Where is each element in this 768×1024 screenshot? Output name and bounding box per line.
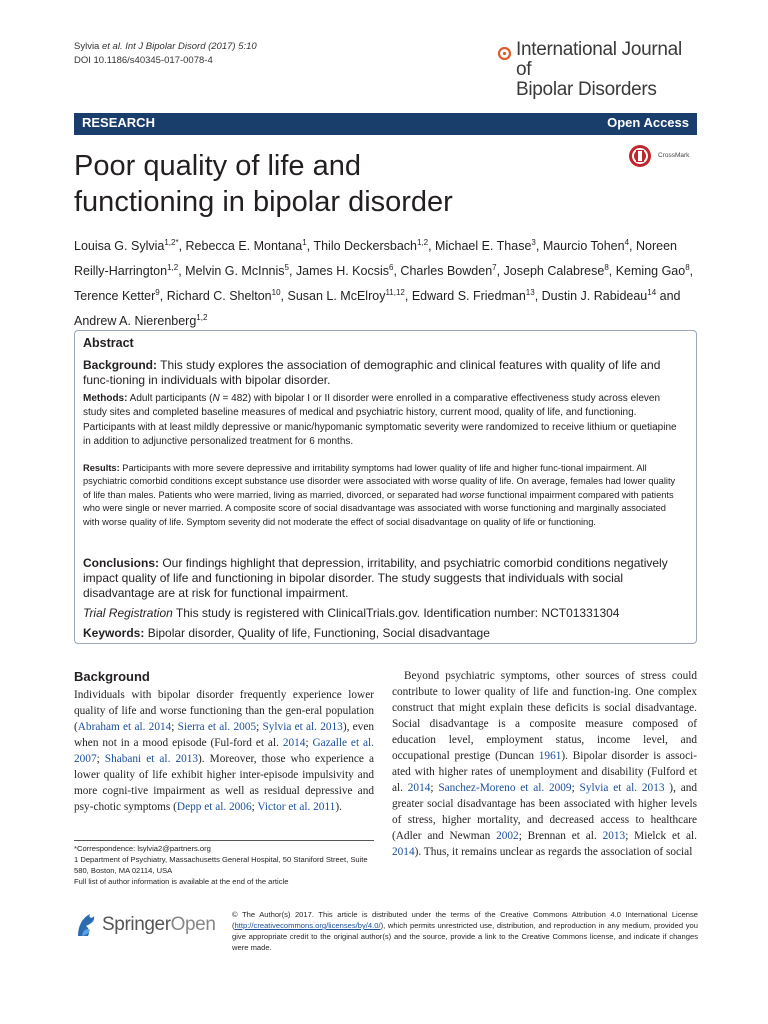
author-name[interactable]: Maurcio Tohen bbox=[542, 239, 625, 254]
author-affiliation-sup: 6 bbox=[389, 263, 394, 273]
author-affiliation-sup: 4 bbox=[624, 238, 630, 247]
author-separator: , bbox=[404, 289, 412, 304]
body-text-run: ; Mielck et al. bbox=[625, 830, 697, 842]
abstract-trial-registration bbox=[83, 606, 683, 621]
author-name[interactable]: James H. Kocsis bbox=[295, 264, 390, 279]
journal-name bbox=[516, 40, 698, 100]
author-name[interactable]: Thilo Deckersbach bbox=[313, 239, 417, 254]
author-name[interactable]: Edward S. Friedman bbox=[411, 289, 526, 304]
license-text bbox=[232, 909, 698, 953]
keywords-label: Keywords: bbox=[83, 626, 145, 640]
body-right-column bbox=[392, 668, 697, 860]
author-name[interactable]: Terence Ketter bbox=[74, 289, 156, 304]
abstract-methods bbox=[83, 392, 683, 449]
author-name[interactable]: Andrew A. Nierenberg bbox=[74, 314, 197, 329]
results-pre: Participants with more severe depressive and irritability symptoms had lower quality of life and higher func-tional impairment. All psychiatric comorbid conditions except substance use disorder were associated with worse quality of life. On average, females had lower quality of life than males. Patients who were married, living as married, divorced, or separated had bbox=[83, 463, 676, 500]
author-affiliation-sup: 11,12 bbox=[385, 288, 405, 298]
background-paragraph bbox=[74, 687, 374, 815]
doi: DOI 10.1186/s40345-017-0078-4 bbox=[74, 55, 213, 66]
citation-link[interactable]: Sylvia et al. 2013 bbox=[579, 782, 665, 794]
citation-link[interactable]: 2014 bbox=[282, 737, 306, 749]
full-author-info: Full list of author information is available at the end of the article bbox=[74, 877, 289, 886]
body-text-run: ; bbox=[96, 753, 105, 765]
correspondence: *Correspondence: lsylvia2@partners.org bbox=[74, 844, 211, 853]
conclusions-text: Our findings highlight that depression, irritability, and psychiatric comorbid conditions negatively impact quality of life and functioning in bipolar disorder. The study suggests that individuals with social disadvantage are at risk for functional impairment. bbox=[83, 556, 668, 600]
author-separator: , bbox=[393, 264, 401, 279]
crossmark-badge[interactable] bbox=[628, 144, 708, 168]
body-left-column bbox=[74, 668, 374, 815]
section-bar bbox=[74, 113, 697, 135]
citation-link[interactable]: Shabani et al. 2013 bbox=[104, 753, 199, 765]
abstract-heading: Abstract bbox=[83, 336, 134, 350]
author-name[interactable]: Melvin G. McInnis bbox=[185, 264, 285, 279]
author-name[interactable]: Rebecca E. Montana bbox=[185, 239, 303, 254]
body-text-run: Beyond psychiatric symptoms, other sources of stress could contribute to lower quality of life and function-ing. One complex construct that might explain these deficits is social disadvantage. Social disadvantage is a composite measure composed of education level, employment status, income level, and occupational prestige (Duncan bbox=[392, 670, 697, 762]
abstract-keywords bbox=[83, 626, 683, 641]
author-separator: , bbox=[280, 289, 288, 304]
results-label: Results: bbox=[83, 463, 120, 473]
citation-link[interactable]: Sierra et al. 2005 bbox=[177, 721, 257, 733]
section-label: RESEARCH bbox=[82, 115, 155, 130]
author-affiliation-sup: 1,2 bbox=[416, 238, 429, 247]
crossmark-icon bbox=[628, 144, 652, 168]
body-text-run: ; bbox=[171, 721, 178, 733]
abstract-results bbox=[83, 462, 683, 529]
author-affiliation-sup: 14 bbox=[647, 288, 657, 298]
author-affiliation-sup: 1,2 bbox=[196, 313, 208, 323]
author-affiliation-sup: 8 bbox=[604, 263, 609, 273]
body-text-run: ). Thus, it remains unclear as regards the association of social bbox=[414, 846, 693, 858]
keywords-text: Bipolar disorder, Quality of life, Functioning, Social disadvantage bbox=[144, 626, 490, 640]
results-post: functional impairment compared with patients who were single or never married. A composite score of social disadvantage was associated with worse functioning and marginally associated with worse quality of life. Symptom severity did not moderate the effect of social disadvantage on quality of life or functioning. bbox=[83, 489, 674, 527]
author-affiliation-sup: 1,2* bbox=[164, 238, 179, 247]
article-title bbox=[74, 148, 614, 220]
body-text-run: ; bbox=[251, 801, 258, 813]
author-affiliation-sup: 10 bbox=[271, 288, 281, 298]
body-text-run: ). bbox=[335, 801, 342, 813]
author-name[interactable]: Charles Bowden bbox=[400, 264, 493, 279]
body-text-run: ). Moreover, those who experience a lower quality of life exhibit higher inter-episode impulsivity and more cogni-tive impairment as well as residual depressive and psy-chotic symptoms ( bbox=[74, 753, 375, 813]
trial-label: Trial Registration bbox=[83, 606, 173, 620]
open-access-label: Open Access bbox=[607, 115, 689, 130]
author-name[interactable]: Louisa G. Sylvia bbox=[74, 239, 165, 254]
body-text-run: ). Bipolar disorder is associ-ated with higher rates of unemployment and disability (Fulford et al. bbox=[392, 750, 697, 794]
methods-text: = 482) with bipolar I or II disorder were enrolled in a comparative effectiveness study across eleven study sites and completed baseline measures of medical and psychiatric history, current mood, quality of life, and functioning. Participants with at least mildly depressive or manic/hypomanic symptomatic severity were randomized to receive lithium or quetiapine in addition to adjunctive personalized treatment for 6 months. bbox=[83, 393, 677, 447]
journal-logo-icon bbox=[498, 47, 511, 60]
author-affiliation-sup: 3 bbox=[531, 238, 536, 247]
footnotes bbox=[74, 843, 374, 887]
citation-link[interactable]: Sanchez-Moreno et al. 2009 bbox=[438, 782, 572, 794]
author-name[interactable]: Dustin J. Rabideau bbox=[541, 289, 648, 304]
license-link[interactable]: http://creativecommons.org/licenses/by/4.0/ bbox=[234, 921, 381, 930]
springer-horse-icon bbox=[74, 910, 98, 940]
author-affiliation-sup: 1,2 bbox=[167, 263, 179, 273]
citation-link[interactable]: 1961 bbox=[538, 750, 562, 762]
author-separator: , bbox=[288, 264, 296, 279]
author-separator: , bbox=[178, 239, 186, 254]
author-list bbox=[74, 232, 704, 333]
author-affiliation-sup: 7 bbox=[492, 263, 497, 273]
journal-name-line1: International Journal of bbox=[516, 39, 682, 80]
body-text-run: ; bbox=[430, 782, 439, 794]
author-affiliation-sup: 13 bbox=[525, 288, 535, 298]
methods-n: N bbox=[212, 393, 220, 404]
body-text-run: ; bbox=[571, 782, 580, 794]
body-text-run: ; bbox=[305, 737, 313, 749]
citation-link[interactable]: 2013 bbox=[602, 830, 626, 842]
citation-rest: et al. Int J Bipolar Disord (2017) 5:10 bbox=[99, 41, 257, 52]
author-name[interactable]: Michael E. Thase bbox=[435, 239, 532, 254]
affiliation: 1 Department of Psychiatry, Massachusetts General Hospital, 50 Staniford Street, Suite 580, Boston, MA 02114, USA bbox=[74, 855, 368, 875]
abstract-background bbox=[83, 358, 683, 388]
journal-name-line2: Bipolar Disorders bbox=[516, 79, 657, 100]
conclusions-label: Conclusions: bbox=[83, 556, 160, 570]
background-text: This study explores the association of demographic and clinical features with quality of life and func-tioning in individuals with bipolar disorder. bbox=[83, 358, 661, 387]
author-separator: , bbox=[306, 239, 314, 254]
author-separator: , bbox=[428, 239, 436, 254]
author-separator: , bbox=[178, 264, 186, 279]
citation-link[interactable]: Depp et al. 2006 bbox=[176, 801, 252, 813]
title-line1: Poor quality of life and bbox=[74, 150, 361, 182]
title-line2: functioning in bipolar disorder bbox=[74, 186, 453, 218]
author-separator: , bbox=[629, 239, 636, 254]
author-separator: and bbox=[656, 289, 681, 304]
citation-link[interactable]: 2014 bbox=[392, 846, 415, 858]
abstract-conclusions bbox=[83, 556, 683, 601]
citation-header bbox=[74, 40, 257, 68]
author-separator: , bbox=[608, 264, 616, 279]
citation-authors: Sylvia bbox=[74, 41, 100, 52]
author-separator: , bbox=[496, 264, 504, 279]
author-name[interactable]: Keming Gao bbox=[615, 264, 686, 279]
methods-label: Methods: bbox=[83, 393, 128, 404]
background-label: Background: bbox=[83, 358, 158, 372]
author-separator: , bbox=[689, 264, 694, 279]
body-text-run: ; Brennan et al. bbox=[518, 830, 603, 842]
citation-link[interactable]: Sylvia et al. 2013 bbox=[262, 721, 343, 733]
body-text-run: ), and greater social disadvantage has been associated with higher levels of stress, higher mortality, and decreased access to healthcare (Adler and Newman bbox=[392, 782, 697, 842]
author-affiliation-sup: 9 bbox=[155, 288, 160, 298]
footnote-divider bbox=[74, 840, 374, 841]
abstract-box bbox=[74, 330, 697, 644]
springer-open-logo bbox=[74, 908, 224, 944]
author-name[interactable]: Joseph Calabrese bbox=[503, 264, 605, 279]
citation-link[interactable]: Abraham et al. 2014 bbox=[77, 721, 172, 733]
background-heading: Background bbox=[74, 669, 150, 684]
body-text-run: Individuals with bipolar disorder frequently experience lower quality of life and worse functioning than the gen-eral population ( bbox=[74, 689, 374, 733]
author-name[interactable]: Noreen Reilly-Harrington bbox=[74, 239, 677, 279]
license-pre: © The Author(s) 2017. This article is distributed under the terms of the Creative Commons Attribution 4.0 International License ( bbox=[232, 910, 698, 930]
results-worse: worse bbox=[459, 489, 485, 500]
author-separator: , bbox=[159, 289, 167, 304]
trial-text: This study is registered with ClinicalTrials.gov. Identification number: NCT01331304 bbox=[172, 606, 620, 620]
citation-link[interactable]: Victor et al. 2011 bbox=[257, 801, 336, 813]
citation-link[interactable]: 2014 bbox=[407, 782, 431, 794]
springer-brand1: Springer bbox=[102, 914, 171, 935]
author-affiliation-sup: 1 bbox=[302, 238, 307, 247]
springer-wordmark bbox=[102, 914, 216, 936]
right-paragraph bbox=[392, 668, 697, 860]
author-affiliation-sup: 5 bbox=[284, 263, 289, 273]
crossmark-label: CrossMark bbox=[658, 152, 690, 159]
author-affiliation-sup: 8 bbox=[685, 263, 690, 273]
author-separator: , bbox=[535, 239, 543, 254]
citation-link[interactable]: 2002 bbox=[496, 830, 519, 842]
springer-brand2: Open bbox=[170, 914, 216, 935]
body-text-run: ), even when not in a mood episode (Ful-ford et al. bbox=[74, 721, 374, 749]
author-name[interactable]: Richard C. Shelton bbox=[166, 289, 272, 304]
license-post: ), which permits unrestricted use, distribution, and reproduction in any medium, provided you give appropriate credit to the original author(s) and the source, provide a link to the Creative Commons license, and indicate if changes were made. bbox=[232, 921, 698, 952]
body-text-run: ; bbox=[256, 721, 263, 733]
author-separator: , bbox=[534, 289, 542, 304]
methods-pre: Adult participants ( bbox=[127, 393, 213, 404]
citation-link[interactable]: Gazalle et al. 2007 bbox=[74, 737, 374, 765]
author-name[interactable]: Susan L. McElroy bbox=[287, 289, 386, 304]
